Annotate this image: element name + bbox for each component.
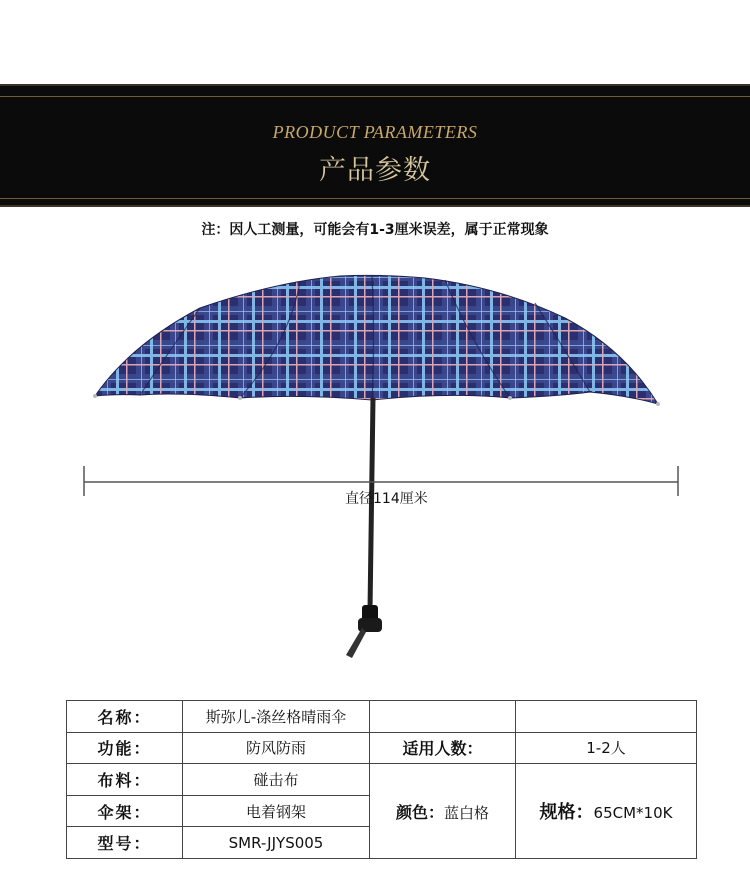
parameters-table [66, 700, 697, 859]
umbrella-canopy [95, 275, 658, 404]
function-value: 防风防雨 [183, 732, 370, 764]
table-row [67, 701, 697, 733]
name-label: 名称： [67, 701, 183, 733]
umbrella-strap [346, 628, 366, 658]
color-value: 蓝白格 [444, 803, 490, 822]
color-label: 颜色： [395, 802, 444, 822]
spec-cell [516, 764, 697, 859]
umbrella-image [0, 260, 750, 670]
empty-cell [516, 701, 697, 733]
table-row [67, 732, 697, 764]
parameters-banner [0, 84, 750, 207]
fabric-value: 碰击布 [183, 764, 370, 796]
spec-value: 65CM*10K [593, 804, 673, 823]
empty-cell [370, 701, 516, 733]
banner-chinese-title: 产品参数 [319, 155, 431, 186]
table-row [67, 764, 697, 796]
color-cell [370, 764, 516, 859]
model-label: 型号： [67, 827, 183, 859]
function-label: 功能： [67, 732, 183, 764]
frame-label: 伞架： [67, 795, 183, 827]
frame-value: 电着钢架 [183, 795, 370, 827]
banner-bottom-rule [0, 198, 750, 199]
measurement-note: 注：因人工测量，可能会有1-3厘米误差，属于正常现象 [201, 222, 549, 238]
banner-english-title: PRODUCT PARAMETERS [272, 122, 478, 142]
name-value: 斯弥儿-涤丝格晴雨伞 [183, 701, 370, 733]
fabric-label: 布料： [67, 764, 183, 796]
people-value: 1-2人 [516, 732, 697, 764]
model-value: SMR-JJYS005 [183, 827, 370, 859]
banner-top-rule [0, 96, 750, 97]
people-label: 适用人数： [370, 732, 516, 764]
spec-label: 规格： [539, 802, 594, 824]
diameter-label: 直径114厘米 [345, 491, 428, 507]
